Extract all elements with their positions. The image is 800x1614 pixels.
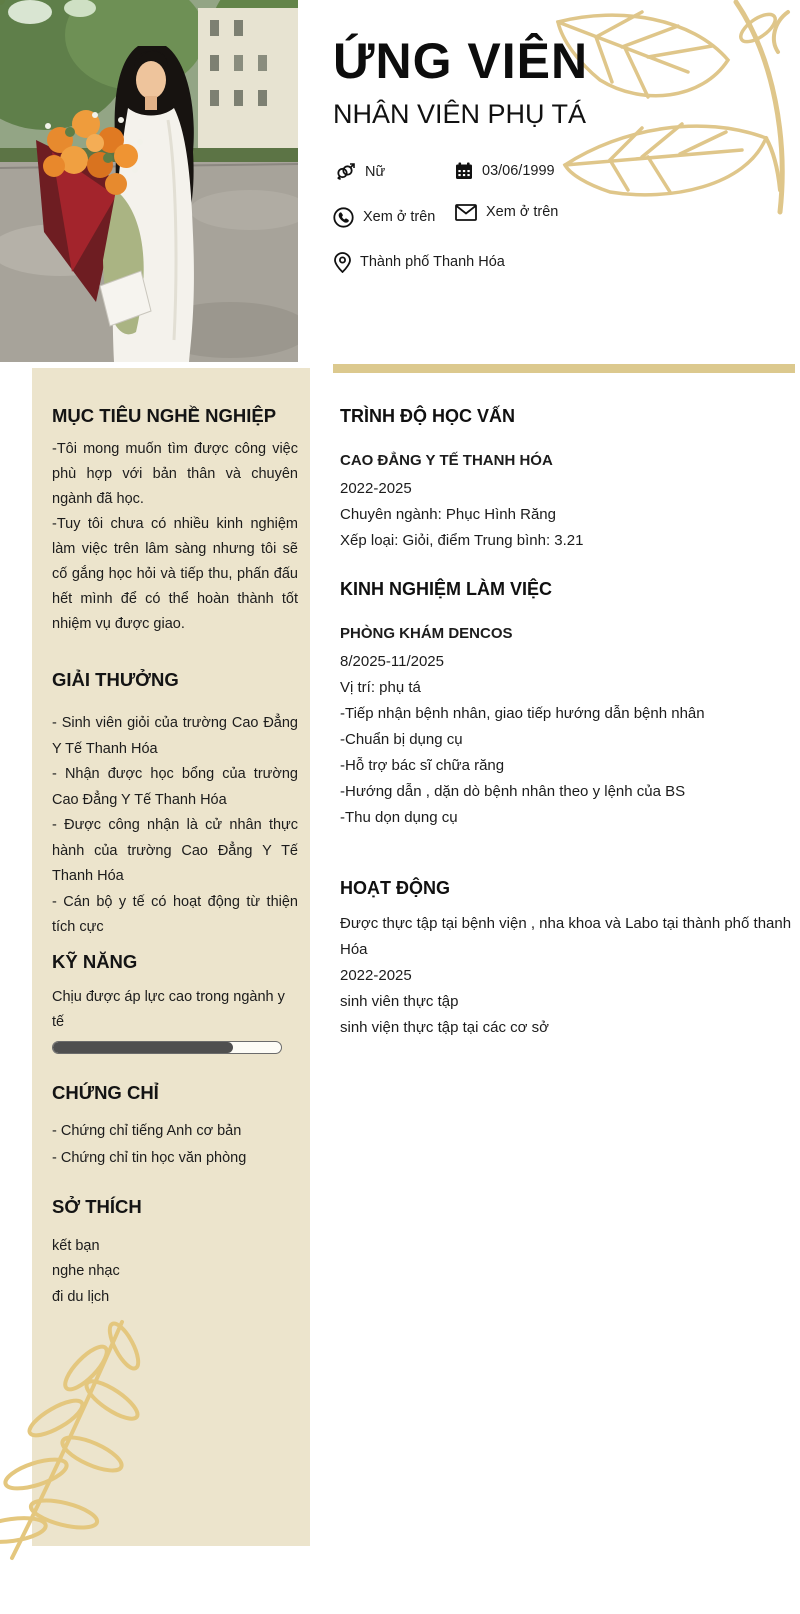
email-value: Xem ở trên (486, 204, 559, 221)
award-item: - Cán bộ y tế có hoạt động từ thiện tích cực (52, 893, 298, 935)
header (333, 0, 793, 282)
phone-value: Xem ở trên (363, 209, 436, 226)
profile-photo (0, 0, 298, 362)
section-heading-hobbies: SỞ THÍCH (52, 1195, 142, 1217)
gender-icon (335, 162, 356, 182)
activities-paragraph: Được thực tập tại bệnh viện , nha khoa và Labo tại thành phố thanh Hóa (340, 915, 792, 958)
skill-progress-bar (52, 1041, 282, 1054)
contact-email (455, 204, 558, 221)
calendar-icon (455, 162, 473, 180)
leaf-decoration-bottom-icon (0, 1312, 170, 1562)
contact-info (333, 152, 793, 282)
section-heading-education: TRÌNH ĐỘ HỌC VẤN (340, 406, 515, 426)
hobby-item: đi du lịch (52, 1288, 110, 1305)
experience-detail: -Chuẩn bị dụng cụ (340, 731, 463, 748)
activities-detail: sinh viện thực tập tại các cơ sở (340, 1019, 549, 1036)
activities-detail: sinh viên thực tập (340, 993, 459, 1010)
certificate-item: - Chứng chỉ tiếng Anh cơ bản (52, 1122, 242, 1139)
profile-photo-illustration (0, 0, 298, 362)
section-heading-skills: KỸ NĂNG (52, 950, 138, 972)
email-icon (455, 204, 477, 221)
location-icon (334, 252, 351, 273)
hobby-item: nghe nhạc (52, 1263, 120, 1279)
experience-detail: -Thu dọn dụng cụ (340, 809, 458, 826)
divider-bar (333, 364, 795, 373)
award-item: - Được công nhận là cử nhân thực hành của trường Cao Đẳng Y Tế Thanh Hóa (52, 817, 298, 884)
award-item: - Nhận được học bổng của trường Cao Đẳng Y Tế Thanh Hóa (52, 766, 298, 808)
phone-icon (333, 207, 354, 228)
experience-detail: -Tiếp nhận bệnh nhân, giao tiếp hướng dẫn bệnh nhân (340, 705, 705, 722)
education-period: 2022-2025 (340, 480, 412, 497)
hobby-item: kết bạn (52, 1237, 100, 1254)
education-detail: Chuyên ngành: Phục Hình Răng (340, 506, 556, 523)
education-school: CAO ĐẲNG Y TẾ THANH HÓA (340, 452, 553, 469)
contact-address (334, 252, 505, 273)
experience-detail: -Hỗ trợ bác sĩ chữa răng (340, 757, 505, 774)
section-heading-activities: HOẠT ĐỘNG (340, 878, 450, 898)
objective-paragraph: -Tôi mong muốn tìm được công việc phù hợp với bản thân và chuyên ngành đã học. (52, 441, 298, 507)
contact-phone (333, 207, 435, 228)
address-value: Thành phố Thanh Hóa (360, 254, 505, 271)
contact-birthday (455, 162, 555, 180)
experience-detail: -Hướng dẫn , dặn dò bệnh nhân theo y lệnh của BS (340, 783, 686, 800)
certificate-item: - Chứng chỉ tin học văn phòng (52, 1149, 247, 1166)
section-heading-experience: KINH NGHIỆM LÀM VIỆC (340, 579, 553, 599)
skill-label: Chịu được áp lực cao trong ngành y tế (52, 988, 285, 1030)
objective-paragraph: -Tuy tôi chưa có nhiều kinh nghiệm làm việc trên lâm sàng nhưng tôi sẽ cố gắng học hỏi và tiếp thu, phấn đấu hết mình để có thể hoàn thành tốt nhiệm vụ được giao. (52, 516, 298, 632)
education-detail: Xếp loại: Giỏi, điểm Trung bình: 3.21 (340, 532, 584, 549)
experience-company: PHÒNG KHÁM DENCOS (340, 625, 513, 642)
page-title: ỨNG VIÊN (333, 33, 589, 89)
experience-period: 8/2025-11/2025 (340, 653, 444, 670)
experience-detail: Vị trí: phụ tá (340, 679, 421, 696)
main-column (340, 384, 796, 1041)
birthday-value: 03/06/1999 (482, 162, 555, 179)
section-heading-certificates: CHỨNG CHỈ (52, 1081, 159, 1103)
activities-detail: 2022-2025 (340, 967, 412, 984)
contact-gender (335, 162, 385, 182)
job-title: NHÂN VIÊN PHỤ TÁ (333, 99, 587, 129)
skill-progress-fill (53, 1042, 233, 1053)
gender-value: Nữ (365, 163, 386, 180)
award-item: - Sinh viên giỏi của trường Cao Đẳng Y Tế Thanh Hóa (52, 715, 298, 757)
section-heading-objective: MỤC TIÊU NGHỀ NGHIỆP (52, 405, 277, 426)
section-heading-awards: GIẢI THƯỞNG (52, 669, 179, 690)
